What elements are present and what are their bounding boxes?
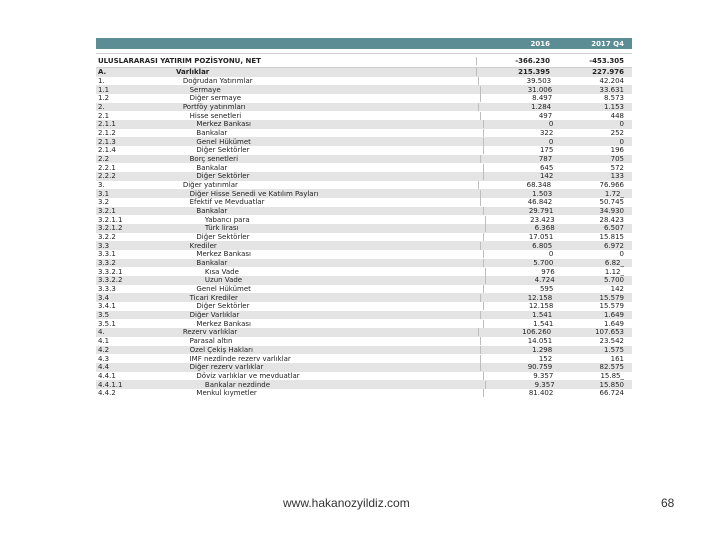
row-value-2016: 1.298 xyxy=(480,346,554,354)
row-code: 2.2.2 xyxy=(98,172,116,181)
row-value-2017q4: 227.976 xyxy=(592,68,624,77)
row-label: Merkez Bankası xyxy=(196,120,251,129)
row-label: Sermaye xyxy=(189,85,221,94)
row-value-2017q4: 572 xyxy=(610,163,625,172)
row-value-2016: 142 xyxy=(483,172,556,180)
row-code: 3.3.2.1 xyxy=(98,267,123,276)
row-label: Hisse senetleri xyxy=(189,111,242,120)
row-label: Merkez Bankası xyxy=(196,319,251,328)
table-row xyxy=(96,207,632,216)
page-number: 68 xyxy=(661,496,675,510)
row-label: Menkul kıymetler xyxy=(196,389,257,398)
row-value-2016: 8.497 xyxy=(480,94,554,102)
row-code: 2.1 xyxy=(98,111,110,120)
table-row xyxy=(96,311,632,320)
table-row xyxy=(96,94,632,103)
row-value-2016: 4.724 xyxy=(485,276,556,284)
row-value-2017q4: 6.972 xyxy=(603,241,624,250)
table-row xyxy=(96,319,632,328)
row-label: Portföy yatırımları xyxy=(182,103,246,112)
row-label: Diğer rezerv varlıklar xyxy=(189,363,264,372)
table-row xyxy=(96,380,632,389)
table-header xyxy=(96,38,632,49)
row-label: Parasal altın xyxy=(189,337,233,346)
row-value-2017q4: 0 xyxy=(619,250,625,259)
row-value-2017q4: 82.575 xyxy=(599,363,624,372)
row-label: IMF nezdinde rezerv varlıklar xyxy=(189,354,291,363)
row-value-2017q4: 6.82_ xyxy=(604,259,625,268)
row-label: Diğer Sektörler xyxy=(196,302,250,311)
net-position-2017q4: -453.305 xyxy=(589,56,624,65)
row-value-2017q4: 34.930 xyxy=(599,207,625,216)
row-value-2016: 215.395 xyxy=(476,68,552,76)
table-row xyxy=(96,120,632,129)
table-row xyxy=(96,276,632,285)
row-value-2016: 497 xyxy=(480,112,554,120)
row-code: 1.2 xyxy=(98,94,110,103)
row-code: 2.1.2 xyxy=(98,129,116,138)
row-value-2017q4: 23.542 xyxy=(599,337,624,346)
row-value-2016: 0 xyxy=(483,138,556,146)
row-value-2017q4: 76.966 xyxy=(599,181,625,190)
row-value-2017q4: 15.579 xyxy=(599,302,625,311)
row-value-2017q4: 28.423 xyxy=(599,215,624,224)
row-label: Rezerv varlıklar xyxy=(182,328,238,337)
row-label: Diğer Sektörler xyxy=(196,172,250,181)
row-code: 4.4.2 xyxy=(98,389,116,398)
iip-table xyxy=(96,38,632,398)
row-code: 3.3.2.2 xyxy=(98,276,123,285)
row-value-2017q4: 0 xyxy=(619,120,625,129)
row-code: 4. xyxy=(98,328,105,337)
row-value-2017q4: 1.72_ xyxy=(604,189,624,198)
row-code: 3. xyxy=(98,181,105,190)
row-value-2016: 23.423 xyxy=(485,216,556,224)
row-value-2016: 0 xyxy=(483,250,556,258)
row-value-2017q4: 42.204 xyxy=(599,77,625,85)
row-label: Bankalar xyxy=(196,163,228,172)
row-label: Varlıklar xyxy=(176,68,210,77)
row-value-2017q4: 33.631 xyxy=(599,85,624,94)
row-value-2016: 595 xyxy=(483,285,556,293)
row-value-2017q4: 5.700 xyxy=(603,276,624,285)
row-code: 3.2 xyxy=(98,198,110,207)
row-value-2016: 9.357 xyxy=(483,372,556,380)
row-label: Borç senetleri xyxy=(189,155,239,164)
table-row xyxy=(96,137,632,146)
row-code: 3.2.1 xyxy=(98,207,116,216)
row-label: Özel Çekiş Hakları xyxy=(189,345,253,354)
table-row xyxy=(96,241,632,250)
header-2016: 2016 xyxy=(530,39,550,48)
table-row xyxy=(96,337,632,346)
table-row xyxy=(96,155,632,164)
row-label: Uzun Vade xyxy=(204,276,243,285)
row-value-2016: 39.503 xyxy=(478,77,553,85)
row-code: 4.4.1 xyxy=(98,371,116,380)
row-label: Döviz varlıklar ve mevduatlar xyxy=(196,371,300,380)
row-value-2017q4: 448 xyxy=(610,111,624,120)
row-value-2017q4: 107.653 xyxy=(595,328,625,337)
row-value-2016: 1.541 xyxy=(483,320,556,328)
row-value-2017q4: 1.649 xyxy=(603,311,624,320)
table-row xyxy=(96,293,632,302)
row-code: 3.3.3 xyxy=(98,285,116,294)
table-row xyxy=(96,259,632,268)
row-code: 3.2.1.2 xyxy=(98,224,123,233)
row-code: 3.5.1 xyxy=(98,319,116,328)
row-label: Diğer Varlıklar xyxy=(189,311,240,320)
row-value-2016: 90.759 xyxy=(480,363,554,371)
row-value-2016: 175 xyxy=(483,146,556,154)
table-row xyxy=(96,215,632,224)
table-row xyxy=(96,77,632,86)
row-label: Diğer Sektörler xyxy=(196,146,250,155)
net-position-row xyxy=(96,53,632,68)
table-row xyxy=(96,172,632,181)
row-code: 2.2 xyxy=(98,155,110,164)
table-row xyxy=(96,302,632,311)
row-label: Bankalar nezdinde xyxy=(204,380,270,389)
table-row xyxy=(96,68,632,77)
table-row xyxy=(96,363,632,372)
row-label: Diğer Sektörler xyxy=(196,233,250,242)
row-value-2017q4: 142 xyxy=(610,285,625,294)
row-value-2016: 787 xyxy=(480,155,554,163)
row-value-2017q4: 15.579 xyxy=(599,293,624,302)
row-value-2016: 152 xyxy=(480,355,554,363)
row-value-2016: 6.805 xyxy=(480,242,554,250)
table-row xyxy=(96,250,632,259)
table-row xyxy=(96,389,632,398)
row-value-2016: 46.842 xyxy=(480,198,554,206)
table-row xyxy=(96,233,632,242)
row-code: 4.2 xyxy=(98,345,110,354)
row-label: Bankalar xyxy=(196,207,228,216)
row-label: Doğrudan Yatırımlar xyxy=(182,77,253,85)
table-row xyxy=(96,181,632,190)
row-label: Genel Hükümet xyxy=(196,285,251,294)
row-code: 3.3 xyxy=(98,241,110,250)
net-position-label: ULUSLARARASI YATIRIM POZİSYONU, NET xyxy=(98,56,261,65)
row-label: Bankalar xyxy=(196,259,228,268)
row-code: 4.3 xyxy=(98,354,110,363)
row-value-2017q4: 1.153 xyxy=(603,103,625,112)
row-value-2017q4: 50.745 xyxy=(599,198,624,207)
table-row xyxy=(96,103,632,112)
row-label: Kısa Vade xyxy=(204,267,239,276)
row-value-2017q4: 15.85_ xyxy=(600,371,625,380)
row-code: 4.1 xyxy=(98,337,110,346)
row-label: Bankalar xyxy=(196,129,228,138)
table-row xyxy=(96,198,632,207)
row-value-2016: 5.700 xyxy=(483,259,556,267)
table-row xyxy=(96,267,632,276)
table-row xyxy=(96,224,632,233)
row-value-2016: 1.503 xyxy=(480,190,554,198)
table-row xyxy=(96,129,632,138)
row-code: 3.4 xyxy=(98,293,110,302)
row-value-2016: 9.357 xyxy=(485,381,556,389)
row-value-2016: 106.260 xyxy=(478,328,553,336)
row-value-2016: 12.158 xyxy=(480,294,554,302)
row-label: Genel Hükümet xyxy=(196,137,251,146)
table-row xyxy=(96,85,632,94)
row-label: Diğer yatırımlar xyxy=(182,181,238,190)
table-row xyxy=(96,163,632,172)
row-code: 3.3.2 xyxy=(98,259,116,268)
row-value-2016: 29.791 xyxy=(483,207,556,215)
row-code: 1. xyxy=(98,77,105,85)
row-code: 3.1 xyxy=(98,189,110,198)
row-value-2017q4: 6.507 xyxy=(603,224,624,233)
row-value-2016: 0 xyxy=(483,120,556,128)
row-code: 1.1 xyxy=(98,85,110,94)
row-code: 3.4.1 xyxy=(98,302,116,311)
row-label: Krediler xyxy=(189,241,217,250)
table-row xyxy=(96,146,632,155)
row-value-2016: 1.541 xyxy=(480,311,554,319)
row-code: 2.1.4 xyxy=(98,146,116,155)
row-value-2016: 81.402 xyxy=(483,389,556,397)
row-code: 3.2.1.1 xyxy=(98,215,123,224)
row-value-2017q4: 161 xyxy=(610,354,624,363)
row-value-2016: 17.051 xyxy=(483,233,556,241)
row-value-2017q4: 0 xyxy=(619,137,625,146)
row-value-2017q4: 196 xyxy=(610,146,625,155)
row-value-2016: 6.368 xyxy=(485,224,556,232)
table-row xyxy=(96,328,632,337)
row-value-2016: 1.284 xyxy=(478,103,553,111)
table-row xyxy=(96,111,632,120)
table-row xyxy=(96,346,632,355)
row-label: Diğer sermaye xyxy=(189,94,242,103)
footer-url: www.hakanozyildiz.com xyxy=(283,496,410,510)
row-code: A. xyxy=(98,68,107,77)
row-value-2017q4: 66.724 xyxy=(599,389,625,398)
row-value-2016: 645 xyxy=(483,164,556,172)
row-value-2017q4: 1.575 xyxy=(603,345,624,354)
row-value-2016: 12.158 xyxy=(483,302,556,310)
table-row xyxy=(96,285,632,294)
row-code: 2.1.1 xyxy=(98,120,116,129)
row-value-2017q4: 8.573 xyxy=(603,94,624,103)
row-value-2017q4: 705 xyxy=(610,155,624,164)
row-value-2016: 14.051 xyxy=(480,337,554,345)
table-row xyxy=(96,189,632,198)
row-code: 2. xyxy=(98,103,105,112)
row-code: 4.4.1.1 xyxy=(98,380,123,389)
row-code: 2.1.3 xyxy=(98,137,116,146)
row-label: Yabancı para xyxy=(204,215,250,224)
table-row xyxy=(96,372,632,381)
row-label: Diğer Hisse Senedi ve Katılım Payları xyxy=(189,189,319,198)
row-code: 2.2.1 xyxy=(98,163,116,172)
table-row xyxy=(96,354,632,363)
row-label: Efektif ve Mevduatlar xyxy=(189,198,265,207)
row-value-2016: 976 xyxy=(485,268,556,276)
header-2017q4: 2017 Q4 xyxy=(591,39,624,48)
row-code: 4.4 xyxy=(98,363,110,372)
row-value-2016: 31.006 xyxy=(480,86,554,94)
row-code: 3.2.2 xyxy=(98,233,116,242)
row-value-2017q4: 1.649 xyxy=(603,319,625,328)
table-body xyxy=(96,68,632,398)
row-value-2016: 68.348 xyxy=(478,181,553,189)
row-code: 3.3.1 xyxy=(98,250,116,259)
row-value-2017q4: 1.12_ xyxy=(604,267,624,276)
row-value-2017q4: 252 xyxy=(610,129,625,138)
net-position-2016: -366.230 xyxy=(476,57,552,65)
row-value-2016: 322 xyxy=(483,129,556,137)
row-label: Ticari Krediler xyxy=(189,293,238,302)
row-value-2017q4: 133 xyxy=(610,172,625,181)
row-code: 3.5 xyxy=(98,311,110,320)
row-value-2017q4: 15.850 xyxy=(599,380,624,389)
row-value-2017q4: 15.815 xyxy=(599,233,625,242)
row-label: Merkez Bankası xyxy=(196,250,251,259)
row-label: Türk lirası xyxy=(204,224,239,233)
